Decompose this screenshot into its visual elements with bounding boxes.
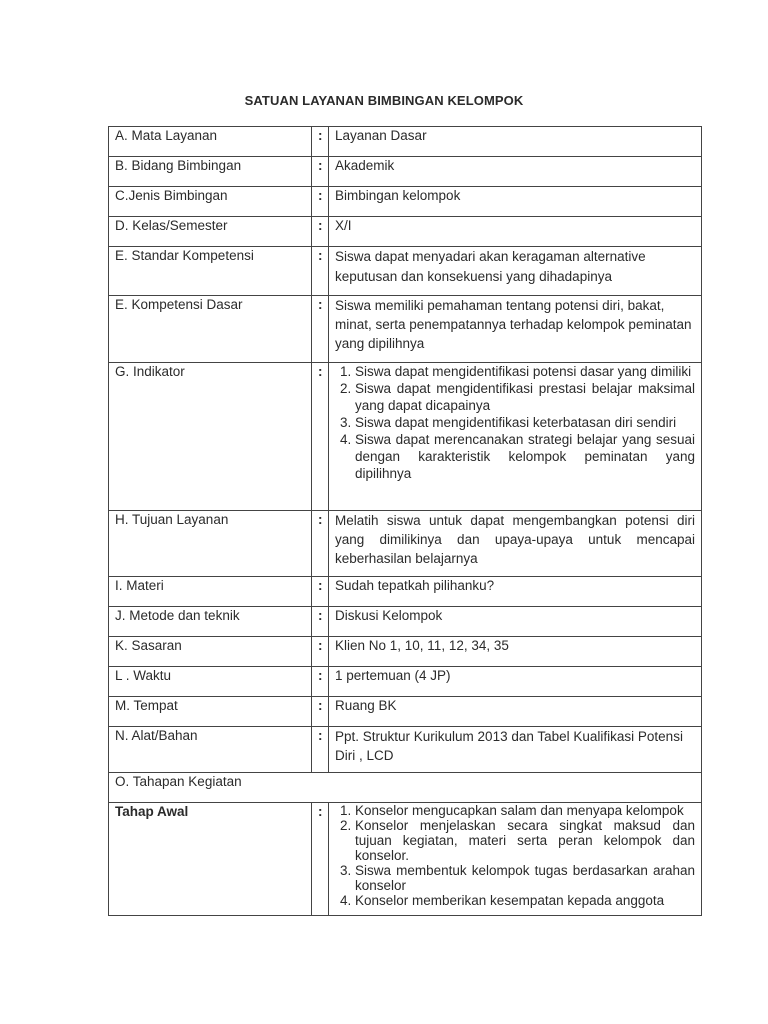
row-label: H. Tujuan Layanan [109, 511, 312, 577]
tahap-awal-list [335, 803, 695, 908]
table-row [109, 511, 702, 577]
list-item: 1. Siswa dapat mengidentifikasi potensi dasar yang dimiliki [355, 363, 695, 380]
list-item: 2. Konselor menjelaskan secara singkat maksud dan tujuan kegiatan, materi serta peran kelompok dan konselor. [355, 818, 695, 863]
row-value: X/I [329, 217, 702, 247]
row-label: E. Kompetensi Dasar [109, 296, 312, 363]
row-value: Ppt. Struktur Kurikulum 2013 dan Tabel Kualifikasi Potensi Diri , LCD [329, 727, 702, 773]
row-separator: : [312, 217, 329, 247]
row-separator: : [312, 157, 329, 187]
row-separator: : [312, 296, 329, 363]
table-row [109, 187, 702, 217]
row-label: J. Metode dan teknik [109, 607, 312, 637]
tahap-awal-cell [329, 803, 702, 916]
row-separator: : [312, 803, 329, 916]
row-separator: : [312, 187, 329, 217]
row-value: Siswa dapat menyadari akan keragaman alternative keputusan dan konsekuensi yang dihadapinya [329, 247, 702, 296]
table-row [109, 157, 702, 187]
indikator-list [335, 363, 695, 482]
row-separator: : [312, 607, 329, 637]
row-label: C.Jenis Bimbingan [109, 187, 312, 217]
table-row [109, 607, 702, 637]
row-value: Ruang BK [329, 697, 702, 727]
row-value: Sudah tepatkah pilihanku? [329, 577, 702, 607]
tahapan-heading: O. Tahapan Kegiatan [109, 773, 702, 803]
table-row [109, 577, 702, 607]
table-row [109, 247, 702, 296]
row-separator: : [312, 577, 329, 607]
table-row [109, 217, 702, 247]
list-item: 2. Siswa dapat mengidentifikasi prestasi belajar maksimal yang dapat dicapainya [355, 380, 695, 414]
row-label: G. Indikator [109, 363, 312, 511]
row-value: Siswa memiliki pemahaman tentang potensi diri, bakat, minat, serta penempatannya terhadap kelompok peminatan yang dipilihnya [329, 296, 702, 363]
table-row [109, 363, 702, 511]
row-value: Layanan Dasar [329, 127, 702, 157]
row-value: Bimbingan kelompok [329, 187, 702, 217]
table-row [109, 727, 702, 773]
list-item: 4. Siswa dapat merencanakan strategi belajar yang sesuai dengan karakteristik kelompok peminatan yang dipilihnya [355, 431, 695, 482]
row-separator: : [312, 697, 329, 727]
row-value: Akademik [329, 157, 702, 187]
row-value: Diskusi Kelompok [329, 607, 702, 637]
row-label: I. Materi [109, 577, 312, 607]
row-label: L . Waktu [109, 667, 312, 697]
row-label: E. Standar Kompetensi [109, 247, 312, 296]
list-item: 4. Konselor memberikan kesempatan kepada anggota [355, 893, 695, 908]
row-separator: : [312, 667, 329, 697]
list-item: 3. Siswa membentuk kelompok tugas berdasarkan arahan konselor [355, 863, 695, 893]
table-row [109, 127, 702, 157]
row-label: Tahap Awal [109, 803, 312, 916]
table-row [109, 697, 702, 727]
list-item: 3. Siswa dapat mengidentifikasi keterbatasan diri sendiri [355, 414, 695, 431]
row-separator: : [312, 363, 329, 511]
row-label: A. Mata Layanan [109, 127, 312, 157]
row-separator: : [312, 247, 329, 296]
row-label: B. Bidang Bimbingan [109, 157, 312, 187]
row-separator: : [312, 637, 329, 667]
row-label: D. Kelas/Semester [109, 217, 312, 247]
table-row [109, 803, 702, 916]
indikator-list-cell [329, 363, 702, 511]
document-title: SATUAN LAYANAN BIMBINGAN KELOMPOK [244, 93, 524, 108]
row-separator: : [312, 727, 329, 773]
row-label: K. Sasaran [109, 637, 312, 667]
row-label: M. Tempat [109, 697, 312, 727]
table-row [109, 773, 702, 803]
row-value: 1 pertemuan (4 JP) [329, 667, 702, 697]
row-separator: : [312, 511, 329, 577]
lesson-plan-table [108, 126, 702, 916]
row-value: Melatih siswa untuk dapat mengembangkan potensi diri yang dimilikinya dan upaya-upaya untuk mencapai keberhasilan belajarnya [329, 511, 702, 577]
row-label: N. Alat/Bahan [109, 727, 312, 773]
list-item: 1. Konselor mengucapkan salam dan menyapa kelompok [355, 803, 695, 818]
table-row [109, 637, 702, 667]
row-separator: : [312, 127, 329, 157]
row-value: Klien No 1, 10, 11, 12, 34, 35 [329, 637, 702, 667]
table-row [109, 667, 702, 697]
table-row [109, 296, 702, 363]
